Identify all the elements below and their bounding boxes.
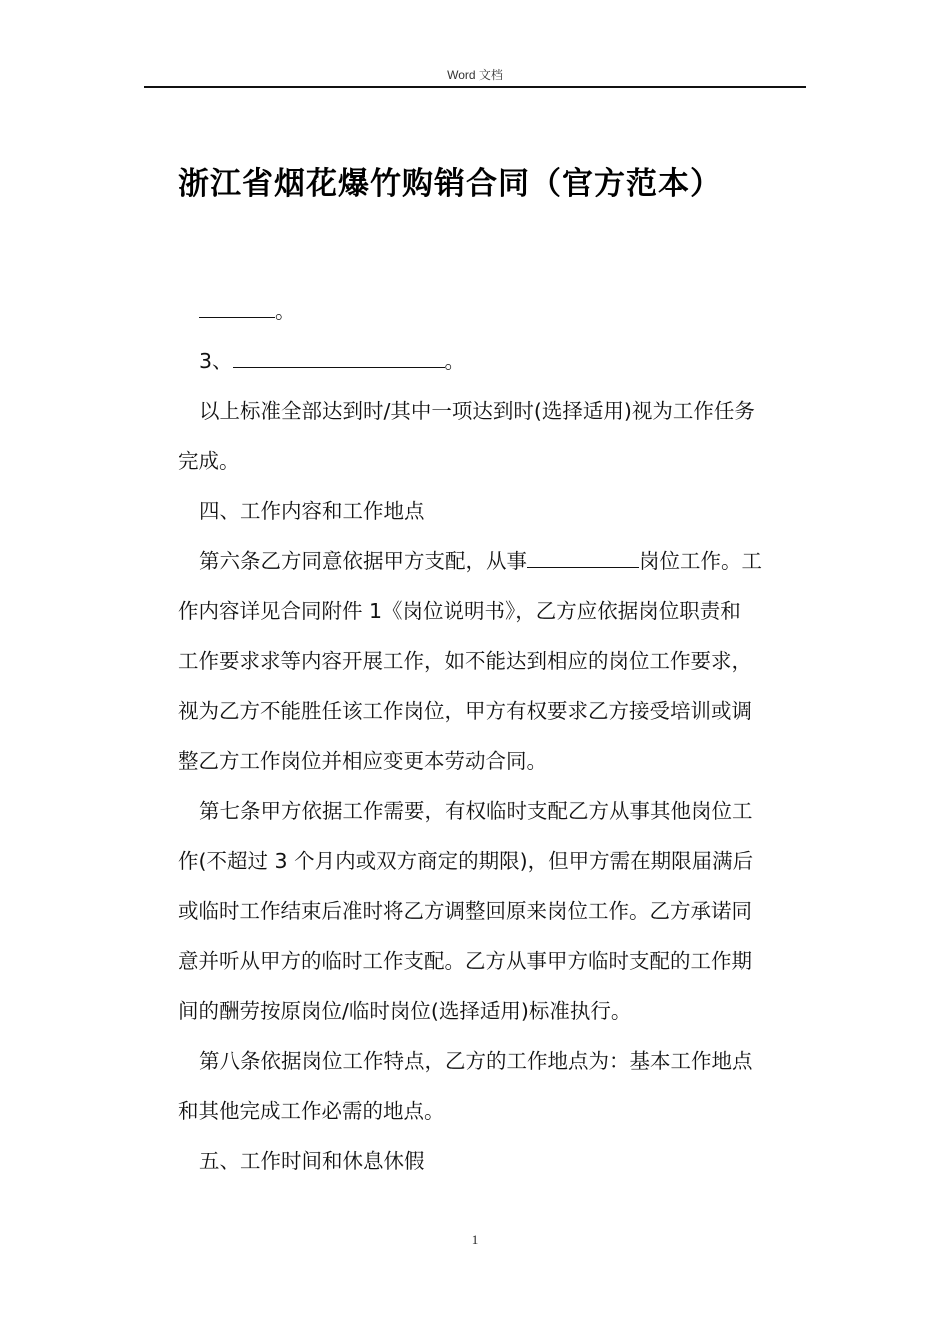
paragraph-line: 和其他完成工作必需的地点。 (178, 1099, 445, 1123)
paragraph-line: 或临时工作结束后准时将乙方调整回原来岗位工作。乙方承诺同 (178, 899, 752, 923)
paragraph-line: 整乙方工作岗位并相应变更本劳动合同。 (178, 749, 547, 773)
document-title: 浙江省烟花爆竹购销合同（官方范本） (178, 166, 722, 202)
paragraph-line: 工作要求求等内容开展工作，如不能达到相应的岗位工作要求， (178, 649, 752, 673)
header-divider (144, 86, 806, 88)
paragraph-article-6: 第六条乙方同意依据甲方支配，从事 岗位工作。工 (178, 536, 804, 586)
paragraph-line: 意并听从甲方的临时工作支配。乙方从事甲方临时支配的工作期 (178, 949, 752, 973)
fill-blank (527, 541, 639, 568)
paragraph-item-3: 3、 。 (178, 336, 804, 386)
document-body (178, 286, 804, 1186)
paragraph-line: 间的酬劳按原岗位/临时岗位(选择适用)标准执行。 (178, 999, 632, 1023)
paragraph-line: 以上标准全部达到时/其中一项达到时(选择适用)视为工作任务 (199, 399, 755, 423)
paragraph-line: 作(不超过 3 个月内或双方商定的期限)，但甲方需在期限届满后 (178, 849, 754, 873)
paragraph-article-7: 第七条甲方依据工作需要，有权临时支配乙方从事其他岗位工 (199, 799, 753, 823)
paragraph-line: 完成。 (178, 449, 240, 473)
paragraph-article-8: 第八条依据岗位工作特点，乙方的工作地点为：基本工作地点 (199, 1049, 753, 1073)
paragraph-line: 视为乙方不能胜任该工作岗位，甲方有权要求乙方接受培训或调 (178, 699, 752, 723)
paragraph-blank-line: 。 (178, 286, 804, 336)
page-header-label: Word 文档 (447, 68, 503, 82)
section-heading-5: 五、工作时间和休息休假 (199, 1149, 425, 1173)
section-heading-4: 四、工作内容和工作地点 (199, 499, 425, 523)
paragraph-line: 作内容详见合同附件 1《岗位说明书》，乙方应依据岗位职责和 (178, 599, 741, 623)
page-number: 1 (471, 1232, 479, 1247)
fill-blank (233, 341, 445, 368)
fill-blank (199, 291, 275, 318)
